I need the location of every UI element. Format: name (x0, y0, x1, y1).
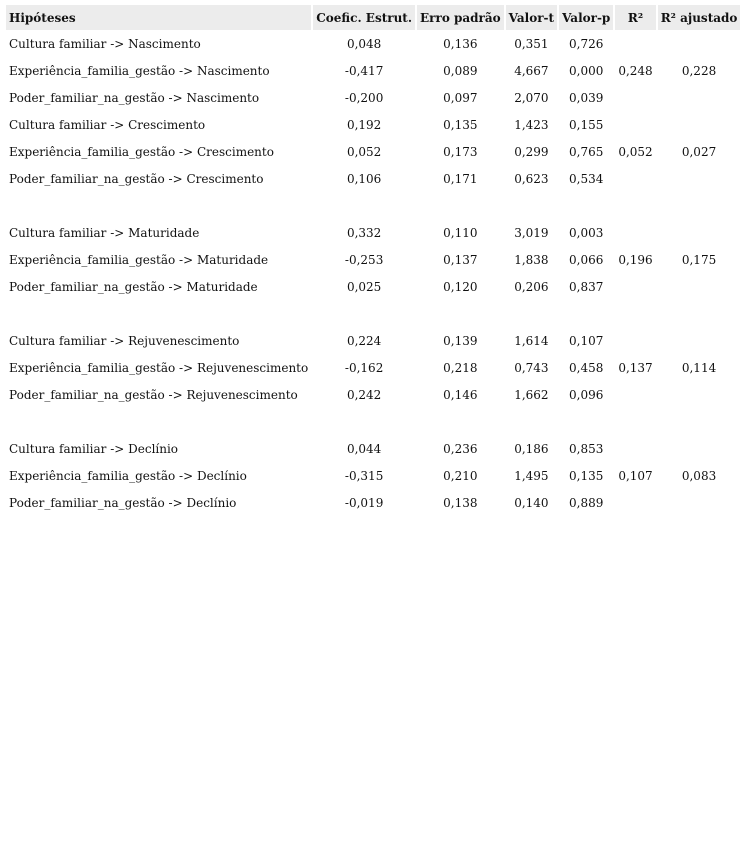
r2-ajustado-cell (658, 435, 741, 462)
valor-t-cell (506, 192, 557, 219)
table-body (6, 30, 740, 516)
spacer-row (6, 408, 740, 435)
erro-padrao-cell (417, 408, 504, 435)
table-row (6, 84, 740, 111)
r2-cell (615, 327, 655, 354)
coefic-cell (313, 408, 415, 435)
r2-cell: 0,107 (618, 468, 653, 483)
erro-padrao-cell: 0,136 (443, 36, 478, 51)
valor-t-cell: 1,423 (514, 117, 549, 132)
valor-p-cell (559, 408, 613, 435)
table-row (6, 138, 740, 165)
erro-padrao-cell: 0,137 (443, 252, 478, 267)
valor-p-cell: 0,000 (569, 63, 604, 78)
r2-ajustado-cell (658, 84, 741, 111)
r2-cell (615, 408, 655, 435)
hipotese-cell: Cultura familiar -> Crescimento (9, 117, 206, 132)
table-row (6, 381, 740, 408)
r2-cell (615, 273, 655, 300)
valor-p-cell: 0,534 (569, 171, 604, 186)
table-row (6, 354, 740, 381)
erro-padrao-cell: 0,089 (443, 63, 478, 78)
header-r2: R² (615, 5, 655, 30)
valor-p-cell: 0,853 (569, 441, 604, 456)
table-header-row (6, 5, 740, 30)
table-row (6, 327, 740, 354)
valor-t-cell: 0,206 (514, 279, 549, 294)
r2-ajustado-cell: 0,027 (681, 144, 717, 159)
table-row (6, 489, 740, 516)
header-valor-t: Valor-t (506, 5, 557, 30)
hipotese-cell: Cultura familiar -> Rejuvenescimento (9, 333, 240, 348)
spacer-row (6, 300, 740, 327)
valor-t-cell: 0,351 (514, 36, 549, 51)
erro-padrao-cell: 0,210 (443, 468, 478, 483)
r2-cell (615, 300, 655, 327)
coefic-cell: 0,052 (346, 144, 382, 159)
coefic-cell: -0,019 (344, 495, 384, 510)
valor-p-cell: 0,155 (569, 117, 604, 132)
hipotese-cell: Poder_familiar_na_gestão -> Maturidade (9, 279, 258, 294)
header-r2-ajustado: R² ajustado (658, 5, 741, 30)
results-table-container (4, 5, 742, 516)
valor-t-cell: 4,667 (514, 63, 549, 78)
hipotese-cell: Poder_familiar_na_gestão -> Rejuvenescimento (9, 387, 298, 402)
valor-t-cell (506, 408, 557, 435)
valor-t-cell: 1,838 (514, 252, 549, 267)
valor-t-cell: 1,495 (514, 468, 549, 483)
valor-t-cell (506, 300, 557, 327)
r2-ajustado-cell: 0,175 (681, 252, 717, 267)
coefic-cell (313, 192, 415, 219)
coefic-cell: 0,224 (346, 333, 382, 348)
r2-cell (615, 84, 655, 111)
header-coefic-estrut: Coefic. Estrut. (313, 5, 415, 30)
coefic-cell: 0,025 (346, 279, 382, 294)
r2-ajustado-cell (658, 219, 741, 246)
hipotese-cell: Experiência_familia_gestão -> Nascimento (9, 63, 270, 78)
erro-padrao-cell: 0,218 (443, 360, 478, 375)
hipotese-cell: Poder_familiar_na_gestão -> Declínio (9, 495, 237, 510)
table-row (6, 57, 740, 84)
r2-ajustado-cell (658, 273, 741, 300)
table-row (6, 273, 740, 300)
r2-cell (615, 381, 655, 408)
erro-padrao-cell: 0,097 (443, 90, 478, 105)
coefic-cell: 0,044 (346, 441, 382, 456)
r2-ajustado-cell (658, 300, 741, 327)
coefic-cell: -0,315 (344, 468, 384, 483)
r2-cell (615, 30, 655, 57)
r2-cell (615, 435, 655, 462)
coefic-cell: 0,192 (346, 117, 382, 132)
hypotheses-results-table (4, 5, 742, 516)
valor-p-cell (559, 300, 613, 327)
valor-t-cell: 0,140 (514, 495, 549, 510)
table-row (6, 435, 740, 462)
coefic-cell: 0,332 (346, 225, 382, 240)
erro-padrao-cell: 0,139 (443, 333, 478, 348)
r2-ajustado-cell (658, 381, 741, 408)
hipotese-cell: Poder_familiar_na_gestão -> Nascimento (9, 90, 260, 105)
valor-p-cell: 0,726 (569, 36, 604, 51)
r2-ajustado-cell: 0,114 (681, 360, 717, 375)
valor-t-cell: 1,662 (514, 387, 549, 402)
r2-ajustado-cell (658, 408, 741, 435)
r2-cell: 0,248 (618, 63, 653, 78)
valor-p-cell: 0,096 (569, 387, 604, 402)
r2-ajustado-cell: 0,228 (681, 63, 717, 78)
valor-p-cell: 0,889 (569, 495, 604, 510)
coefic-cell: 0,242 (346, 387, 382, 402)
valor-p-cell: 0,003 (569, 225, 604, 240)
valor-p-cell: 0,837 (569, 279, 604, 294)
valor-t-cell: 0,743 (514, 360, 549, 375)
r2-cell (615, 192, 655, 219)
valor-p-cell: 0,039 (569, 90, 604, 105)
hipotese-cell: Experiência_familia_gestão -> Declínio (9, 468, 247, 483)
r2-ajustado-cell (658, 165, 741, 192)
valor-p-cell: 0,135 (569, 468, 604, 483)
erro-padrao-cell (417, 192, 504, 219)
coefic-cell: 0,048 (346, 36, 382, 51)
r2-cell: 0,196 (618, 252, 653, 267)
coefic-cell: -0,200 (344, 90, 384, 105)
valor-t-cell: 0,186 (514, 441, 549, 456)
hipotese-cell: Poder_familiar_na_gestão -> Crescimento (9, 171, 264, 186)
hipotese-cell: Cultura familiar -> Nascimento (9, 36, 201, 51)
coefic-cell: -0,162 (344, 360, 384, 375)
valor-p-cell (559, 192, 613, 219)
r2-cell: 0,052 (618, 144, 653, 159)
valor-t-cell: 0,299 (514, 144, 549, 159)
hipotese-cell: Cultura familiar -> Maturidade (9, 225, 200, 240)
r2-ajustado-cell (658, 192, 741, 219)
valor-p-cell: 0,066 (569, 252, 604, 267)
table-row (6, 219, 740, 246)
r2-ajustado-cell (658, 30, 741, 57)
erro-padrao-cell: 0,135 (443, 117, 478, 132)
erro-padrao-cell: 0,146 (443, 387, 478, 402)
hipotese-cell (6, 408, 311, 435)
erro-padrao-cell: 0,173 (443, 144, 478, 159)
hipotese-cell: Experiência_familia_gestão -> Crescimento (9, 144, 274, 159)
r2-ajustado-cell (658, 327, 741, 354)
r2-cell (615, 489, 655, 516)
r2-cell (615, 219, 655, 246)
table-row (6, 246, 740, 273)
valor-t-cell: 2,070 (514, 90, 549, 105)
spacer-row (6, 192, 740, 219)
valor-t-cell: 1,614 (514, 333, 549, 348)
header-hipoteses: Hipóteses (6, 5, 311, 30)
hipotese-cell: Cultura familiar -> Declínio (9, 441, 179, 456)
table-row (6, 30, 740, 57)
r2-ajustado-cell (658, 111, 741, 138)
coefic-cell: 0,106 (346, 171, 382, 186)
header-erro-padrao: Erro padrão (417, 5, 504, 30)
table-row (6, 165, 740, 192)
valor-p-cell: 0,458 (569, 360, 604, 375)
table-row (6, 111, 740, 138)
valor-p-cell: 0,765 (569, 144, 604, 159)
erro-padrao-cell: 0,120 (443, 279, 478, 294)
coefic-cell: -0,253 (344, 252, 384, 267)
erro-padrao-cell: 0,236 (443, 441, 478, 456)
erro-padrao-cell: 0,138 (443, 495, 478, 510)
erro-padrao-cell (417, 300, 504, 327)
r2-cell (615, 111, 655, 138)
hipotese-cell: Experiência_familia_gestão -> Maturidade (9, 252, 269, 267)
header-valor-p: Valor-p (559, 5, 613, 30)
r2-ajustado-cell: 0,083 (681, 468, 717, 483)
erro-padrao-cell: 0,110 (443, 225, 478, 240)
hipotese-cell (6, 300, 311, 327)
valor-t-cell: 3,019 (514, 225, 549, 240)
valor-t-cell: 0,623 (514, 171, 549, 186)
r2-cell (615, 165, 655, 192)
coefic-cell (313, 300, 415, 327)
r2-ajustado-cell (658, 489, 741, 516)
coefic-cell: -0,417 (344, 63, 384, 78)
valor-p-cell: 0,107 (569, 333, 604, 348)
hipotese-cell: Experiência_familia_gestão -> Rejuvenescimento (9, 360, 309, 375)
erro-padrao-cell: 0,171 (443, 171, 478, 186)
r2-cell: 0,137 (618, 360, 653, 375)
hipotese-cell (6, 192, 311, 219)
table-row (6, 462, 740, 489)
